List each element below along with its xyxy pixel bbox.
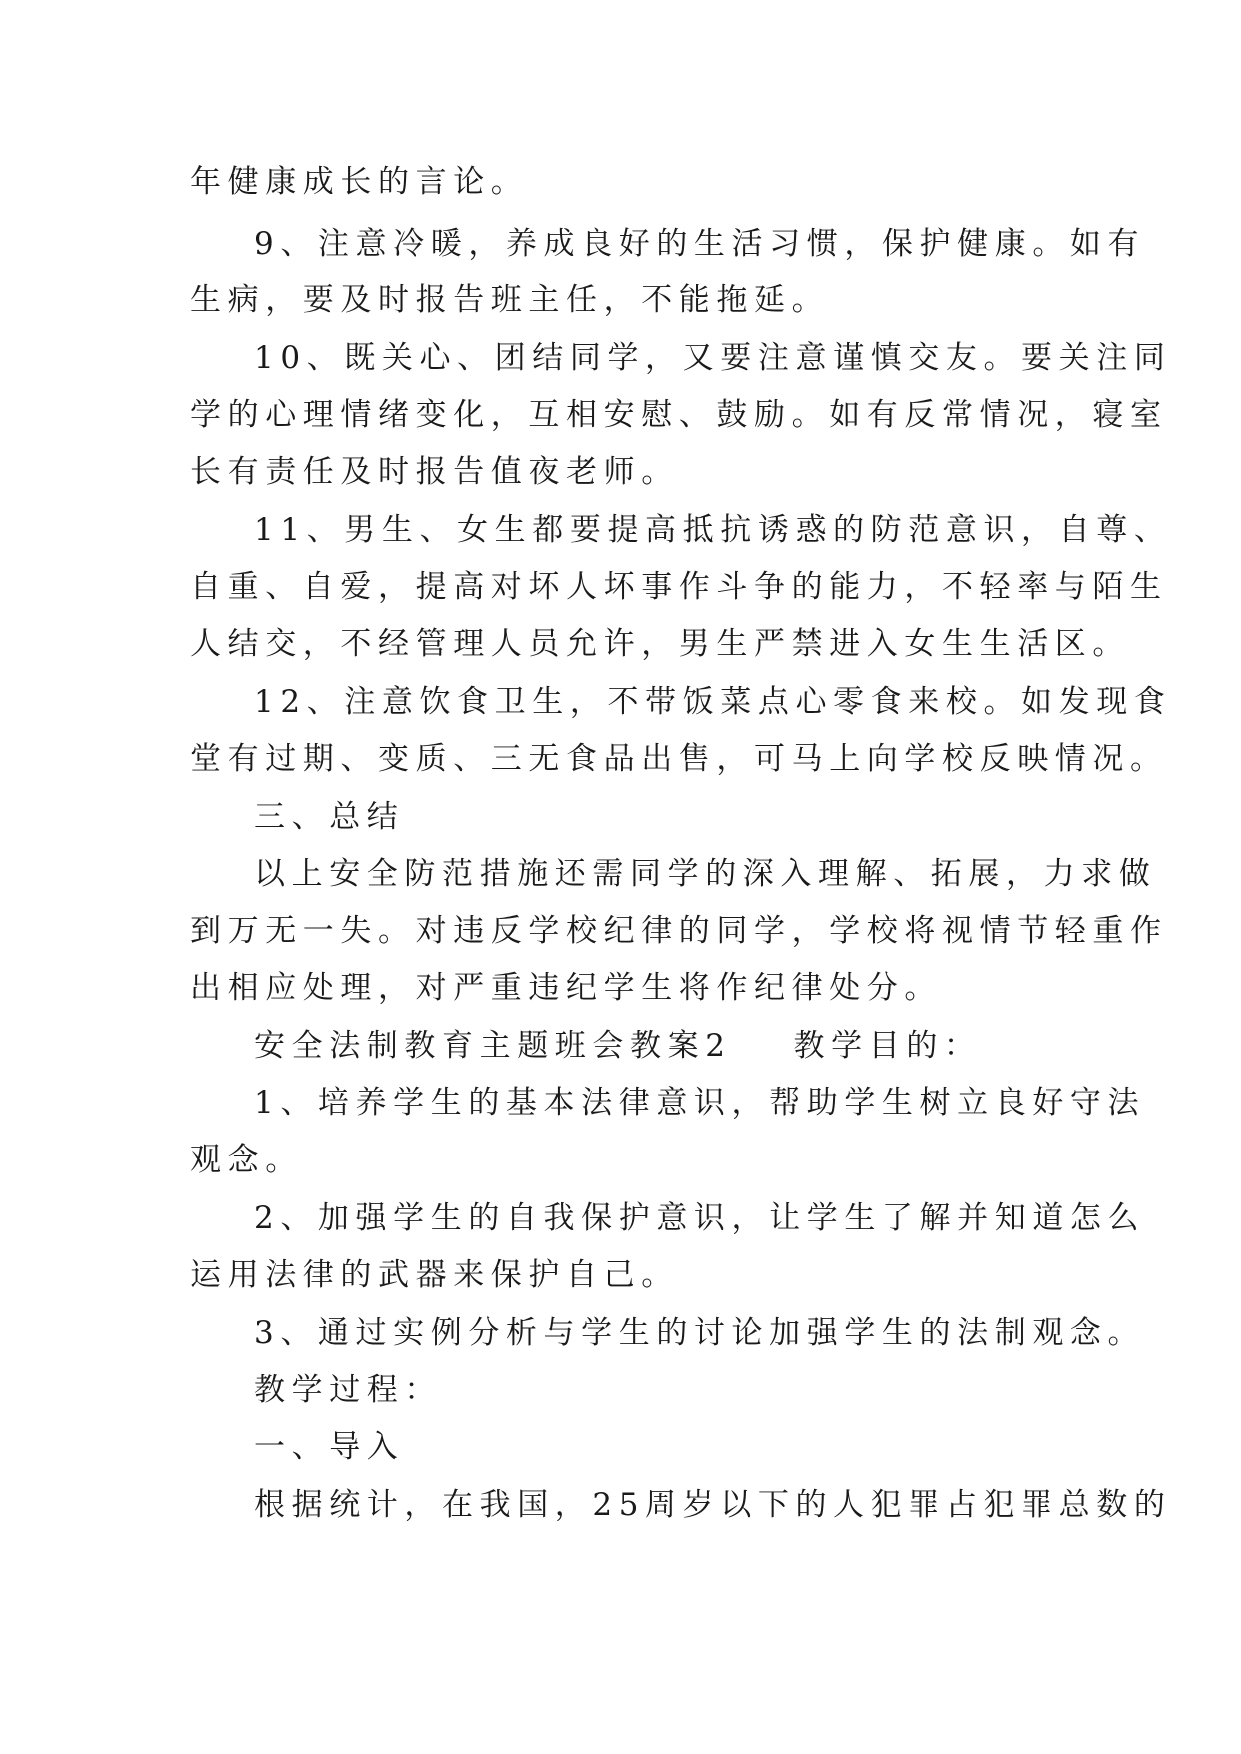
paragraph-line: 9、注意冷暖，养成良好的生活习惯，保护健康。如有 — [254, 226, 1146, 262]
paragraph-line: 3、通过实例分析与学生的讨论加强学生的法制观念。 — [254, 1315, 1146, 1351]
lesson-title: 安全法制教育主题班会教案2 — [254, 1028, 732, 1064]
paragraph-line: 生病，要及时报告班主任，不能拖延。 — [190, 282, 830, 318]
paragraph-line: 人结交，不经管理人员允许，男生严禁进入女生生活区。 — [190, 626, 1130, 662]
paragraph-line: 运用法律的武器来保护自己。 — [190, 1257, 679, 1293]
paragraph-line: 出相应处理，对严重违纪学生将作纪律处分。 — [190, 970, 942, 1006]
paragraph-line: 1、培养学生的基本法律意识，帮助学生树立良好守法 — [254, 1085, 1146, 1121]
paragraph-line: 2、加强学生的自我保护意识，让学生了解并知道怎么 — [254, 1200, 1146, 1236]
teaching-goal-heading: 教学目的： — [793, 1028, 982, 1064]
section-heading: 一、导入 — [254, 1429, 405, 1465]
paragraph-line: 10、既关心、团结同学，又要注意谨慎交友。要关注同 — [254, 340, 1172, 376]
paragraph-line: 以上安全防范措施还需同学的深入理解、拓展，力求做 — [254, 856, 1157, 892]
lesson-heading-row — [254, 1016, 982, 1076]
paragraph-line: 自重、自爱，提高对坏人坏事作斗争的能力，不轻率与陌生 — [190, 569, 1168, 605]
paragraph-line: 到万无一失。对违反学校纪律的同学，学校将视情节轻重作 — [190, 913, 1168, 949]
paragraph-line: 学的心理情绪变化，互相安慰、鼓励。如有反常情况，寝室 — [190, 397, 1168, 433]
paragraph-line: 堂有过期、变质、三无食品出售，可马上向学校反映情况。 — [190, 741, 1168, 777]
paragraph-line: 长有责任及时报告值夜老师。 — [190, 454, 679, 490]
paragraph-line: 11、男生、女生都要提高抵抗诱惑的防范意识，自尊、 — [254, 512, 1172, 548]
paragraph-line: 根据统计，在我国，25周岁以下的人犯罪占犯罪总数的 — [254, 1487, 1172, 1523]
paragraph-line: 观念。 — [190, 1142, 303, 1178]
section-heading: 教学过程： — [254, 1372, 442, 1408]
section-heading: 三、总结 — [254, 799, 405, 835]
paragraph-line: 年健康成长的言论。 — [190, 164, 529, 200]
paragraph-line: 12、注意饮食卫生，不带饭菜点心零食来校。如发现食 — [254, 684, 1172, 720]
